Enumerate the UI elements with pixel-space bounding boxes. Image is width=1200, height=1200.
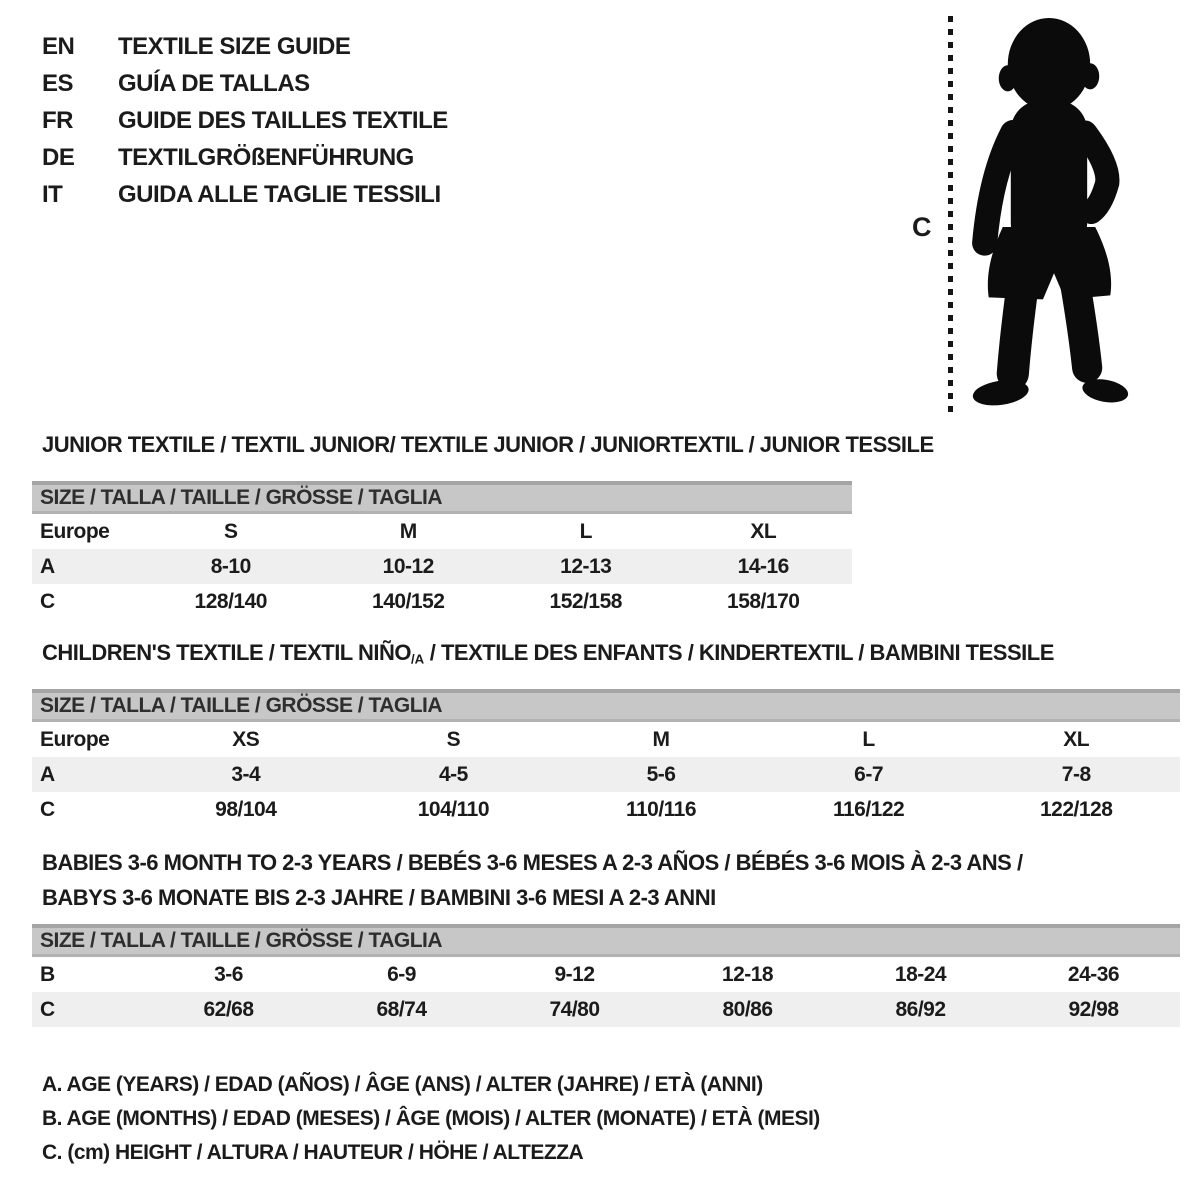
- table-row-age-months: [32, 957, 1180, 992]
- size-header-label: SIZE / TALLA / TAILLE / GRÖSSE / TAGLIA: [40, 929, 443, 952]
- size-cell: XL: [1063, 727, 1090, 751]
- height-cell: 122/128: [1039, 797, 1113, 821]
- table-row-age: [32, 549, 852, 584]
- height-cell: 128/140: [194, 589, 267, 613]
- table-row-europe: [32, 722, 1180, 757]
- height-cell: 92/98: [1068, 997, 1119, 1021]
- size-header-bar: [32, 481, 852, 514]
- height-cell: 158/170: [727, 589, 800, 613]
- guide-title: GUÍA DE TALLAS: [118, 69, 310, 97]
- age-cell: 6-7: [854, 762, 884, 786]
- language-row: [42, 139, 448, 176]
- children-size-table: [32, 689, 1180, 827]
- junior-section-title: JUNIOR TEXTILE / TEXTIL JUNIOR/ TEXTILE JUNIOR / JUNIORTEXTIL / JUNIOR TESSILE: [42, 432, 934, 457]
- language-row: [42, 102, 448, 139]
- size-header-bar: [32, 924, 1180, 957]
- language-code: IT: [42, 180, 63, 208]
- size-cell: L: [862, 727, 875, 751]
- size-header-bar: [32, 689, 1180, 722]
- babies-section-title: [42, 845, 1023, 915]
- legend-line-b: B. AGE (MONTHS) / EDAD (MESES) / ÂGE (MOIS) / ALTER (MONATE) / ETÀ (MESI): [42, 1107, 820, 1130]
- legend-line-a: A. AGE (YEARS) / EDAD (AÑOS) / ÂGE (ANS) / ALTER (JAHRE) / ETÀ (ANNI): [42, 1073, 763, 1096]
- age-cell: 3-4: [231, 762, 261, 786]
- size-header-label: SIZE / TALLA / TAILLE / GRÖSSE / TAGLIA: [40, 486, 443, 509]
- babies-size-table: [32, 924, 1180, 1027]
- size-cell: XL: [750, 519, 777, 543]
- size-cell: S: [446, 727, 461, 751]
- guide-title: TEXTILE SIZE GUIDE: [118, 32, 351, 60]
- guide-title: TEXTILGRÖßENFÜHRUNG: [118, 143, 414, 171]
- legend: [42, 1068, 820, 1170]
- guide-title: GUIDA ALLE TAGLIE TESSILI: [118, 180, 441, 208]
- table-row-age: [32, 757, 1180, 792]
- height-cell: 110/116: [625, 797, 697, 821]
- age-cell: 12-13: [560, 554, 612, 578]
- children-section-title: [42, 640, 1054, 666]
- language-code: DE: [42, 143, 75, 171]
- height-cell: 104/110: [417, 797, 490, 821]
- size-cell: M: [399, 519, 417, 543]
- table-row-height: [32, 584, 852, 619]
- height-cell: 116/122: [832, 797, 905, 821]
- age-cell: 3-6: [214, 962, 243, 986]
- language-code: EN: [42, 32, 75, 60]
- age-cell: 9-12: [554, 962, 595, 986]
- size-cell: XS: [232, 727, 260, 751]
- babies-title-line1: BABIES 3-6 MONTH TO 2-3 YEARS / BEBÉS 3-6 MESES A 2-3 AÑOS / BÉBÉS 3-6 MOIS À 2-3 ANS /: [42, 850, 1023, 875]
- children-title-sub: /A: [410, 651, 425, 667]
- children-title-pre: CHILDREN'S TEXTILE / TEXTIL NIÑO: [42, 640, 411, 665]
- language-row: [42, 28, 448, 65]
- height-measure-label: C: [912, 212, 931, 242]
- age-cell: 24-36: [1067, 962, 1120, 986]
- toddler-silhouette-icon: [960, 14, 1146, 422]
- age-cell: 5-6: [646, 762, 676, 786]
- age-cell: 4-5: [438, 762, 468, 786]
- height-cell: 140/152: [372, 589, 445, 613]
- language-row: [42, 65, 448, 102]
- age-cell: 14-16: [737, 554, 789, 578]
- row-label: B: [40, 962, 55, 986]
- guide-title: GUIDE DES TAILLES TEXTILE: [118, 106, 448, 134]
- size-cell: L: [579, 519, 592, 543]
- age-cell: 12-18: [721, 962, 774, 986]
- age-cell: 8-10: [210, 554, 251, 578]
- age-cell: 6-9: [387, 962, 416, 986]
- height-cell: 86/92: [895, 997, 946, 1021]
- babies-title-line2: BABYS 3-6 MONATE BIS 2-3 JAHRE / BAMBINI 3-6 MESI A 2-3 ANNI: [42, 885, 716, 910]
- row-label: C: [40, 997, 55, 1021]
- language-code: FR: [42, 106, 73, 134]
- size-cell: M: [652, 727, 670, 751]
- height-cell: 68/74: [376, 997, 427, 1021]
- row-label: Europe: [40, 519, 110, 543]
- height-measure-line: [948, 16, 953, 416]
- row-label: A: [40, 554, 55, 578]
- table-row-height: [32, 992, 1180, 1027]
- table-row-height: [32, 792, 1180, 827]
- row-label: C: [40, 797, 55, 821]
- size-cell: S: [223, 519, 238, 543]
- height-cell: 62/68: [203, 997, 254, 1021]
- age-cell: 18-24: [894, 962, 947, 986]
- row-label: A: [40, 762, 55, 786]
- height-cell: 152/158: [549, 589, 622, 613]
- size-header-label: SIZE / TALLA / TAILLE / GRÖSSE / TAGLIA: [40, 694, 443, 717]
- language-row: [42, 176, 448, 213]
- children-title-post: / TEXTILE DES ENFANTS / KINDERTEXTIL / BAMBINI TESSILE: [424, 640, 1054, 665]
- table-row-europe: [32, 514, 852, 549]
- language-title-list: [42, 28, 448, 213]
- row-label: C: [40, 589, 55, 613]
- row-label: Europe: [40, 727, 110, 751]
- height-cell: 98/104: [215, 797, 277, 821]
- junior-size-table: [32, 481, 852, 619]
- age-cell: 10-12: [382, 554, 434, 578]
- height-cell: 74/80: [549, 997, 600, 1021]
- legend-line-c: C. (cm) HEIGHT / ALTURA / HAUTEUR / HÖHE / ALTEZZA: [42, 1141, 584, 1164]
- language-code: ES: [42, 69, 74, 97]
- age-cell: 7-8: [1061, 762, 1091, 786]
- height-cell: 80/86: [722, 997, 773, 1021]
